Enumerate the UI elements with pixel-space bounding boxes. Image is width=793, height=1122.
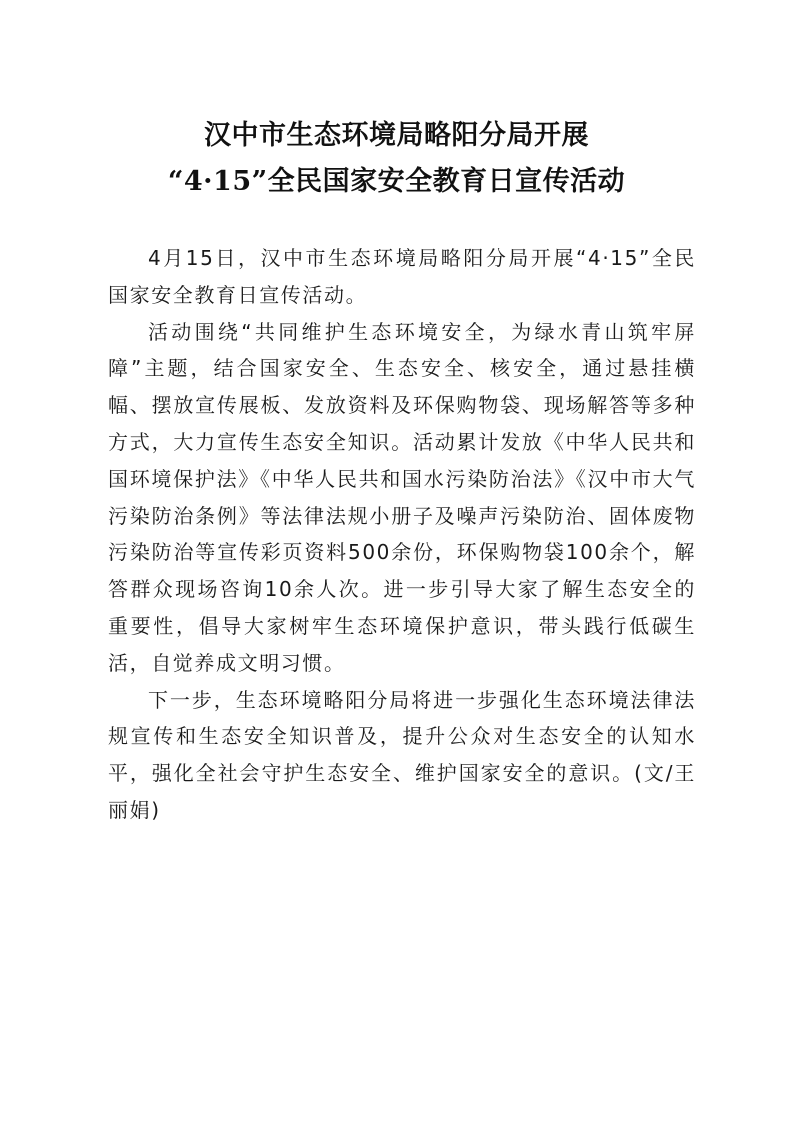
paragraph-intro: 4月15日，汉中市生态环境局略阳分局开展“4·15”全民国家安全教育日宣传活动。 <box>108 246 696 307</box>
title-line-2: “4·15”全民国家安全教育日宣传活动 <box>167 166 626 197</box>
paragraph-next-step: 下一步，生态环境略阳分局将进一步强化生态环境法律法规宣传和生态安全知识普及，提升公众对生态安全的认知水平，强化全社会守护生态安全、维护国家安全的意识。(文/王丽娟) <box>108 687 696 822</box>
article-body <box>108 240 696 829</box>
page-title <box>60 113 733 205</box>
paragraph-activity: 活动围绕“共同维护生态环境安全，为绿水青山筑牢屏障”主题，结合国家安全、生态安全、核安全，通过悬挂横幅、摆放宣传展板、发放资料及环保购物袋、现场解答等多种方式，大力宣传生态安全知识。活动累计发放《中华人民共和国环境保护法》《中华人民共和国水污染防治法》《汉中市大气污染防治条例》等法律法规小册子及噪声污染防治、固体废物污染防治等宣传彩页资料500余份，环保购物袋100余个，解答群众现场咨询10余人次。进一步引导大家了解生态安全的重要性，倡导大家树牢生态环境保护意识，带头践行低碳生活，自觉养成文明习惯。 <box>108 319 696 675</box>
title-line-1: 汉中市生态环境局略阳分局开展 <box>204 120 589 151</box>
